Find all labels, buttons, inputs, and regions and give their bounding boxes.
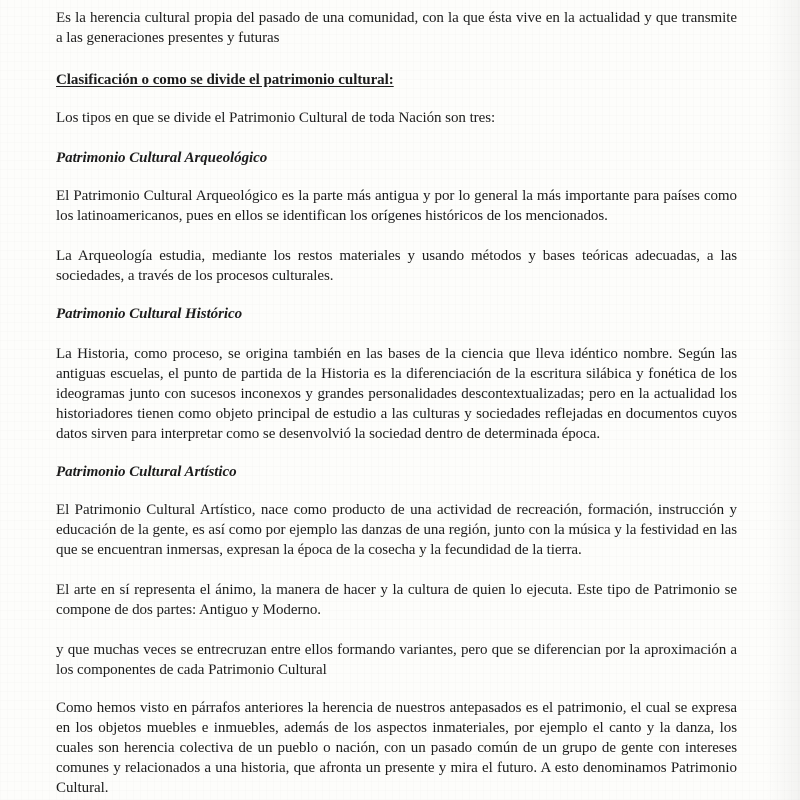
intro-paragraph: Es la herencia cultural propia del pasado de una comunidad, con la que ésta vive en la actualidad y que transmite a las generaciones presentes y futuras (56, 10, 737, 46)
section-heading-arqueologico: Patrimonio Cultural Arqueológico (56, 150, 268, 166)
arqueologico-paragraph-1: El Patrimonio Cultural Arqueológico es la parte más antigua y por lo general la más importante para países como los latinoamericanos, pues en ellos se identifican los orígenes históricos de los mencionados. (56, 188, 737, 224)
section-heading-historico: Patrimonio Cultural Histórico (56, 306, 243, 322)
scan-shadow-edge (766, 0, 800, 800)
artistico-paragraph-3: y que muchas veces se entrecruzan entre ellos formando variantes, pero que se diferencian por la aproximación a los componentes de cada Patrimonio Cultural (56, 642, 737, 678)
artistico-paragraph-1: El Patrimonio Cultural Artístico, nace como producto de una actividad de recreación, formación, instrucción y educación de la gente, es así como por ejemplo las danzas de una región, junto con la música y la festividad en las que se encuentran inmersas, expresan la época de la cosecha y la fecundidad de la tierra. (56, 502, 737, 558)
artistico-paragraph-2: El arte en sí representa el ánimo, la manera de hacer y la cultura de quien lo ejecuta. Este tipo de Patrimonio se compone de dos partes: Antiguo y Moderno. (56, 582, 737, 618)
historico-paragraph-1: La Historia, como proceso, se origina también en las bases de la ciencia que lleva idéntico nombre. Según las antiguas escuelas, el punto de partida de la Historia es la diferenciación de la escritura silábica y fonética de los ideogramas junto con sucesos inconexos y grandes personalidades descontextualizadas; pero en la actualidad los historiadores tienen como objeto principal de estudio a las culturas y sociedades reflejadas en documentos cuyos datos sirven para interpretar como se desenvolvió la sociedad dentro de determinada época. (56, 346, 737, 442)
classification-heading: Clasificación o como se divide el patrimonio cultural: (56, 72, 394, 88)
types-intro-paragraph: Los tipos en que se divide el Patrimonio Cultural de toda Nación son tres: (56, 110, 496, 126)
conclusion-paragraph: Como hemos visto en párrafos anteriores la herencia de nuestros antepasados es el patrimonio, el cual se expresa en los objetos muebles e inmuebles, además de los aspectos inmateriales, por ejemplo el canto y la danza, los cuales son herencia colectiva de un pueblo o nación, con un pasado común de un grupo de gente con intereses comunes y relacionados a una historia, que afronta un presente y mira el futuro. A esto denominamos Patrimonio Cultural. (56, 700, 737, 796)
arqueologico-paragraph-2: La Arqueología estudia, mediante los restos materiales y usando métodos y bases teóricas adecuadas, a las sociedades, a través de los procesos culturales. (56, 248, 737, 284)
section-heading-artistico: Patrimonio Cultural Artístico (56, 464, 237, 480)
